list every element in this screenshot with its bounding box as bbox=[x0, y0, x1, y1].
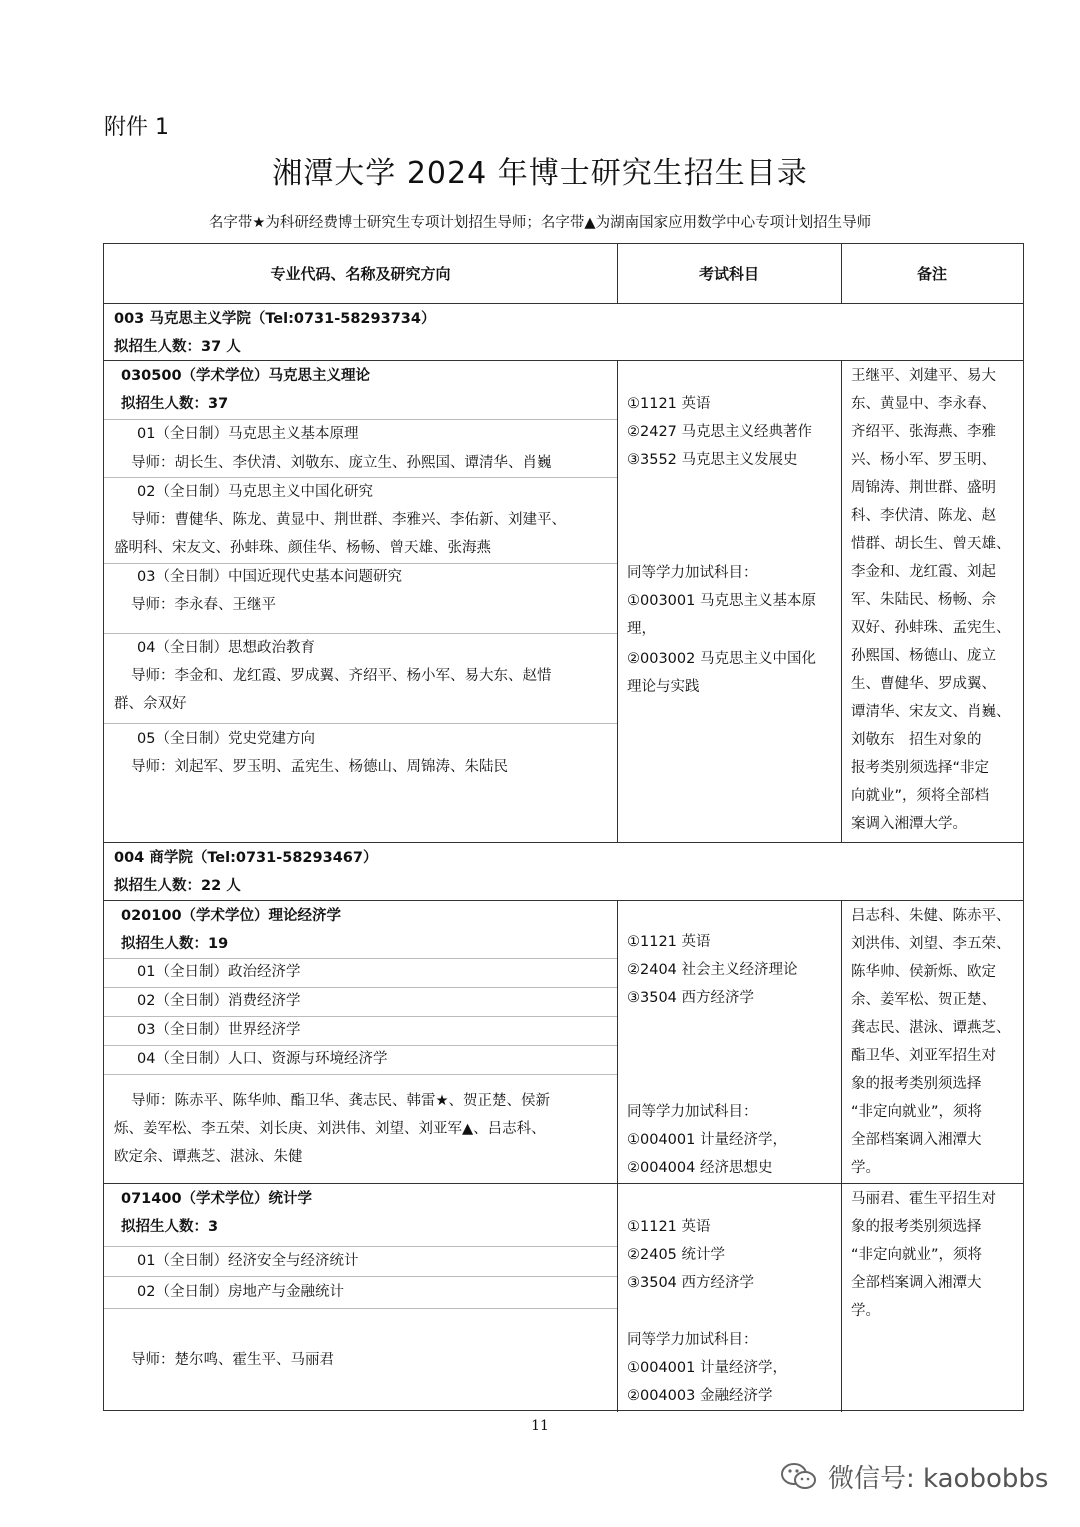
major-name: 030500（学术学位）马克思主义理论 bbox=[121, 368, 371, 384]
major-quota: 拟招生人数：37 bbox=[121, 396, 229, 412]
watermark-text: 微信号: kaobobbs bbox=[828, 1464, 1049, 1494]
major-quota: 拟招生人数：19 bbox=[121, 936, 229, 952]
remark-line: 王继平、刘建平、易大 bbox=[851, 368, 996, 384]
college-quota: 拟招生人数：22 人 bbox=[114, 878, 241, 894]
direction: 03（全日制）世界经济学 bbox=[137, 1022, 301, 1038]
direction-tutors: 导师：曹健华、陈龙、黄显中、荆世群、李雅兴、李佑新、刘建平、 bbox=[131, 512, 566, 528]
major-quota: 拟招生人数：3 bbox=[121, 1219, 219, 1235]
exam-subject: ②2404 社会主义经济理论 bbox=[627, 962, 798, 978]
direction: 01（全日制）经济安全与经济统计 bbox=[137, 1253, 359, 1269]
remark-line: 龚志民、湛泳、谭燕芝、 bbox=[851, 1020, 1011, 1036]
remark-line: 吕志科、朱健、陈赤平、 bbox=[851, 908, 1011, 924]
remark-line: 学。 bbox=[851, 1303, 880, 1319]
extra-subject: 同等学力加试科目： bbox=[627, 565, 758, 581]
exam-subject: ②2427 马克思主义经典著作 bbox=[627, 424, 813, 440]
page-title: 湘潭大学 2024 年博士研究生招生目录 bbox=[272, 156, 808, 191]
direction-tutors: 群、佘双好 bbox=[114, 696, 187, 712]
catalog-table bbox=[103, 243, 1024, 1411]
direction-tutors: 导师：李金和、龙红霞、罗成翼、齐绍平、杨小军、易大东、赵惜 bbox=[131, 668, 552, 684]
direction-tutors: 导师：胡长生、李伏清、刘敬东、庞立生、孙熙国、谭清华、肖巍 bbox=[131, 455, 552, 471]
remark-line: 东、黄显中、李永春、 bbox=[851, 396, 996, 412]
remark-line: 刘敬东 招生对象的 bbox=[851, 732, 982, 748]
remark-line: “非定向就业”，须将 bbox=[851, 1104, 983, 1120]
direction: 04（全日制）人口、资源与环境经济学 bbox=[137, 1051, 388, 1067]
extra-subject: 理论与实践 bbox=[627, 679, 700, 695]
direction-tutors: 导师：楚尔鸣、霍生平、马丽君 bbox=[131, 1352, 334, 1368]
remark-line: 军、朱陆民、杨畅、佘 bbox=[851, 592, 996, 608]
remark-line: 报考类别须选择“非定 bbox=[851, 760, 990, 776]
extra-subject: ①004001 计量经济学， bbox=[627, 1132, 787, 1148]
annex-label: 附件 1 bbox=[104, 115, 169, 140]
direction: 03（全日制）中国近现代史基本问题研究 bbox=[137, 569, 402, 585]
extra-subject: ②004004 经济思想史 bbox=[627, 1160, 773, 1176]
direction: 02（全日制）房地产与金融统计 bbox=[137, 1284, 344, 1300]
exam-subject: ③3552 马克思主义发展史 bbox=[627, 452, 798, 468]
direction-tutors: 欧定余、谭燕芝、湛泳、朱健 bbox=[114, 1149, 303, 1165]
remark-line: 生、曹健华、罗成翼、 bbox=[851, 676, 996, 692]
extra-subject: ②003002 马克思主义中国化 bbox=[627, 651, 816, 667]
extra-subject: ①004001 计量经济学， bbox=[627, 1360, 787, 1376]
extra-subject: ①003001 马克思主义基本原 bbox=[627, 593, 816, 609]
remark-line: 案调入湘潭大学。 bbox=[851, 816, 967, 832]
remark-line: 全部档案调入湘潭大 bbox=[851, 1132, 982, 1148]
remark-line: 刘洪伟、刘望、李五荣、 bbox=[851, 936, 1011, 952]
college-name: 004 商学院（Tel:0731-58293467） bbox=[114, 850, 378, 866]
direction: 02（全日制）消费经济学 bbox=[137, 993, 301, 1009]
remark-line: 齐绍平、张海燕、李雅 bbox=[851, 424, 996, 440]
direction-tutors: 盛明科、宋友文、孙蚌珠、颜佳华、杨畅、曾天雄、张海燕 bbox=[114, 540, 491, 556]
remark-line: 余、姜军松、贺正楚、 bbox=[851, 992, 996, 1008]
remark-line: 学。 bbox=[851, 1160, 880, 1176]
page-note: 名字带★为科研经费博士研究生专项计划招生导师；名字带▲为湖南国家应用数学中心专项计划招生导师 bbox=[208, 215, 872, 231]
remark-line: 兴、杨小军、罗玉明、 bbox=[851, 452, 996, 468]
remark-line: 象的报考类别须选择 bbox=[851, 1219, 982, 1235]
header-major: 专业代码、名称及研究方向 bbox=[270, 265, 451, 283]
wechat-icon bbox=[780, 1462, 818, 1492]
remark-line: 科、李伏清、陈龙、赵 bbox=[851, 508, 996, 524]
header-exam: 考试科目 bbox=[698, 265, 759, 283]
exam-subject: ③3504 西方经济学 bbox=[627, 1275, 755, 1291]
watermark bbox=[780, 1458, 1048, 1495]
direction: 01（全日制）政治经济学 bbox=[137, 964, 301, 980]
remark-line: 全部档案调入湘潭大 bbox=[851, 1275, 982, 1291]
exam-subject: ③3504 西方经济学 bbox=[627, 990, 755, 1006]
major-name: 020100（学术学位）理论经济学 bbox=[121, 908, 342, 924]
extra-subject: 同等学力加试科目： bbox=[627, 1104, 758, 1120]
exam-subject: ①1121 英语 bbox=[627, 934, 711, 950]
college-name: 003 马克思主义学院（Tel:0731-58293734） bbox=[114, 311, 436, 327]
exam-subject: ①1121 英语 bbox=[627, 1219, 711, 1235]
direction: 02（全日制）马克思主义中国化研究 bbox=[137, 484, 373, 500]
direction-tutors: 导师：李永春、王继平 bbox=[131, 597, 276, 613]
direction-tutors: 导师：陈赤平、陈华帅、酯卫华、龚志民、韩雷★、贺正楚、侯新 bbox=[131, 1093, 550, 1109]
remark-line: 酯卫华、刘亚军招生对 bbox=[851, 1048, 996, 1064]
page-number: 11 bbox=[531, 1418, 549, 1434]
remark-line: 孙熙国、杨德山、庞立 bbox=[851, 648, 996, 664]
major-name: 071400（学术学位）统计学 bbox=[121, 1191, 313, 1207]
remark-line: 周锦涛、荆世群、盛明 bbox=[851, 480, 996, 496]
exam-subject: ①1121 英语 bbox=[627, 396, 711, 412]
direction-tutors: 导师：刘起军、罗玉明、孟宪生、杨德山、周锦涛、朱陆民 bbox=[131, 759, 508, 775]
remark-line: 惜群、胡长生、曾天雄、 bbox=[851, 536, 1011, 552]
direction-tutors: 烁、姜军松、李五荣、刘长庚、刘洪伟、刘望、刘亚军▲、吕志科、 bbox=[114, 1121, 546, 1137]
extra-subject: ②004003 金融经济学 bbox=[627, 1388, 773, 1404]
remark-line: 双好、孙蚌珠、孟宪生、 bbox=[851, 620, 1011, 636]
college-quota: 拟招生人数：37 人 bbox=[114, 339, 241, 355]
remark-line: 谭清华、宋友文、肖巍、 bbox=[851, 704, 1011, 720]
header-remark: 备注 bbox=[916, 265, 947, 283]
remark-line: 陈华帅、侯新烁、欧定 bbox=[851, 964, 996, 980]
direction: 05（全日制）党史党建方向 bbox=[137, 731, 315, 747]
exam-subject: ②2405 统计学 bbox=[627, 1247, 726, 1263]
extra-subject: 同等学力加试科目： bbox=[627, 1332, 758, 1348]
remark-line: “非定向就业”，须将 bbox=[851, 1247, 983, 1263]
direction: 01（全日制）马克思主义基本原理 bbox=[137, 426, 359, 442]
direction: 04（全日制）思想政治教育 bbox=[137, 640, 315, 656]
extra-subject: 理， bbox=[627, 621, 656, 637]
remark-line: 象的报考类别须选择 bbox=[851, 1076, 982, 1092]
remark-line: 马丽君、霍生平招生对 bbox=[851, 1191, 996, 1207]
remark-line: 李金和、龙红霞、刘起 bbox=[851, 564, 996, 580]
remark-line: 向就业”，须将全部档 bbox=[851, 788, 990, 804]
